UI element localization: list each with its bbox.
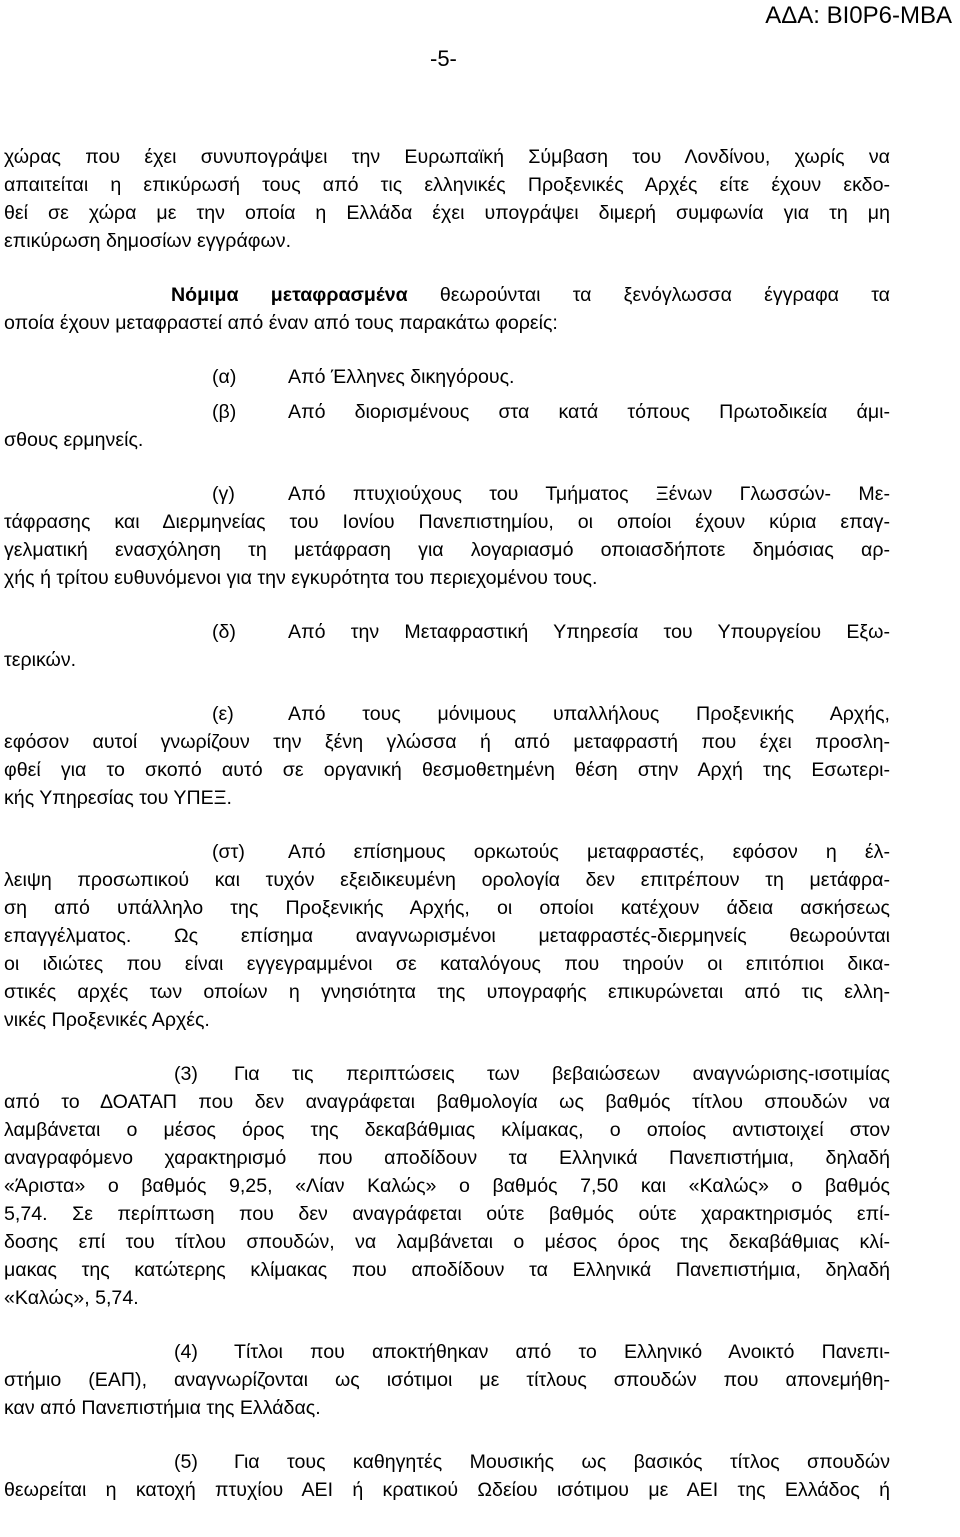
text-line: τερικών.: [4, 649, 77, 671]
text-line: μακας της κατώτερης κλίμακας που αποδίδουν τα Ελληνικά Πανεπιστήμια, δηλαδή: [4, 1259, 890, 1281]
item-a: (α) Από Έλληνες δικηγόρους.: [4, 363, 890, 391]
section-3: [4, 1060, 890, 1312]
section-4: [4, 1338, 890, 1422]
item-e: [4, 700, 890, 812]
text-line: ση από υπάλληλο της Προξενικής Αρχής, οι οποίοι κατέχουν άδεια ασκήσεως: [4, 897, 890, 919]
text-line: κής Υπηρεσίας του ΥΠΕΞ.: [4, 787, 232, 809]
text-line: (β) Από διορισμένους στα κατά τόπους Πρωτοδικεία άμι-: [4, 398, 890, 426]
page-number: -5-: [430, 46, 457, 71]
text-line: επαγγέλματος. Ως επίσημα αναγνωρισμένοι μεταφραστές-διερμηνείς θεωρούνται: [4, 925, 890, 947]
text-line: λαμβάνεται ο μέσος όρος της δεκαβάθμιας κλίμακας, ο οποίος αντιστοιχεί στον: [4, 1119, 890, 1141]
text-line: γελματική ενασχόληση τη μετάφραση για λογαριασμό οποιασδήποτε δημόσιας αρ-: [4, 539, 890, 561]
ada-code: ΑΔΑ: ΒΙ0Ρ6-ΜΒΑ: [765, 2, 952, 29]
item-c: [4, 480, 890, 592]
text-line: καν από Πανεπιστήμια της Ελλάδας.: [4, 1397, 321, 1419]
text-line: λειψη προσωπικού και τυχόν εξειδικευμένη ορολογία δεν επιτρέπουν τη μετάφρα-: [4, 869, 890, 891]
text-line: (στ) Από επίσημους ορκωτούς μεταφραστές, εφόσον η έλ-: [4, 838, 890, 866]
paragraph-continuation: [4, 143, 890, 255]
text-line: στικές αρχές των οποίων η γνησιότητα της υπογραφής επικυρώνεται από τις ελλη-: [4, 981, 890, 1003]
item-label: (β): [212, 401, 237, 423]
text-line: δοσης επί του τίτλου σπουδών, να λαμβάνεται ο μέσος όρος της δεκαβάθμιας κλί-: [4, 1231, 890, 1253]
text-line: χώρας που έχει συνυπογράψει την Ευρωπαϊκή Σύμβαση του Λονδίνου, χωρίς να: [4, 146, 890, 168]
text-line: (δ) Από την Μεταφραστική Υπηρεσία του Υπουργείου Εξω-: [4, 618, 890, 646]
text-line: εφόσον αυτοί γνωρίζουν την ξένη γλώσσα ή από μεταφραστή που έχει προσλη-: [4, 731, 890, 753]
text-line: σθους ερμηνείς.: [4, 429, 144, 451]
text-line: 5,74. Σε περίπτωση που δεν αναγράφεται ούτε βαθμός ούτε χαρακτηρισμός επί-: [4, 1203, 890, 1225]
item-label: (δ): [212, 621, 236, 643]
item-st: [4, 838, 890, 1034]
text-line: χής ή τρίτου ευθυνόμενοι για την εγκυρότητα του περιεχομένου τους.: [4, 567, 598, 589]
text-line: στήμιο (ΕΑΠ), αναγνωρίζονται ως ισότιμοι με τίτλους σπουδών που απονεμήθη-: [4, 1369, 890, 1391]
text-line: επικύρωση δημοσίων εγγράφων.: [4, 230, 292, 252]
text-line: φθεί για το σκοπό αυτό σε οργανική θεσμοθετημένη θέση στην Αρχή της Εσωτερι-: [4, 759, 890, 781]
item-label: (ε): [212, 703, 234, 725]
text-line: «Άριστα» ο βαθμός 9,25, «Λίαν Καλώς» ο βαθμός 7,50 και «Καλώς» ο βαθμός: [4, 1175, 890, 1197]
text-line: απαιτείται η επικύρωσή τους από τις ελληνικές Προξενικές Αρχές είτε έχουν εκδο-: [4, 174, 890, 196]
item-d: [4, 618, 890, 674]
section-5: [4, 1448, 890, 1504]
text-line: (5) Για τους καθηγητές Μουσικής ως βασικός τίτλος σπουδών: [4, 1448, 890, 1476]
item-b: [4, 398, 890, 454]
text-line: (γ) Από πτυχιούχους του Τμήματος Ξένων Γλωσσών- Με-: [4, 480, 890, 508]
text-line: αναγραφόμενο χαρακτηρισμό που αποδίδουν τα Ελληνικά Πανεπιστήμια, δηλαδή: [4, 1147, 890, 1169]
item-label: (γ): [212, 483, 235, 505]
document-body: [4, 143, 890, 1504]
text-line: νικές Προξενικές Αρχές.: [4, 1009, 210, 1031]
item-label: (α): [212, 366, 237, 388]
section-label: (5): [174, 1451, 198, 1473]
text-line: (ε) Από τους μόνιμους υπαλλήλους Προξενικής Αρχής,: [4, 700, 890, 728]
text-line: (3) Για τις περιπτώσεις των βεβαιώσεων αναγνώρισης-ισοτιμίας: [4, 1060, 890, 1088]
paragraph-legal-translations: [4, 281, 890, 337]
text-line: οποία έχουν μεταφραστεί από έναν από τους παρακάτω φορείς:: [4, 312, 558, 334]
text-line: Νόμιμα μεταφρασμένα θεωρούνται τα ξενόγλωσσα έγγραφα τα: [171, 284, 890, 306]
text-line: «Καλώς», 5,74.: [4, 1287, 139, 1309]
section-label: (4): [174, 1341, 198, 1363]
text-line: τάφρασης και Διερμηνείας του Ιονίου Πανεπιστημίου, οι οποίοι έχουν κύρια επαγ-: [4, 511, 890, 533]
item-label: (στ): [212, 841, 245, 863]
text-line: θεί σε χώρα με την οποία η Ελλάδα έχει υπογράψει διμερή συμφωνία για τη μη: [4, 202, 890, 224]
section-label: (3): [174, 1063, 198, 1085]
bold-term: Νόμιμα μεταφρασμένα: [171, 284, 408, 306]
text-line: από το ΔΟΑΤΑΠ που δεν αναγράφεται βαθμολογία ως βαθμός τίτλου σπουδών να: [4, 1091, 890, 1113]
text-line: οι ιδιώτες που είναι εγγεγραμμένοι σε καταλόγους που τηρούν οι επιτόπιοι δικα-: [4, 953, 890, 975]
text-line: (4) Τίτλοι που αποκτήθηκαν από το Ελληνικό Ανοικτό Πανεπι-: [4, 1338, 890, 1366]
text-line: θεωρείται η κατοχή πτυχίου ΑΕΙ ή κρατικού Ωδείου ισότιμου με ΑΕΙ της Ελλάδος ή: [4, 1479, 890, 1501]
